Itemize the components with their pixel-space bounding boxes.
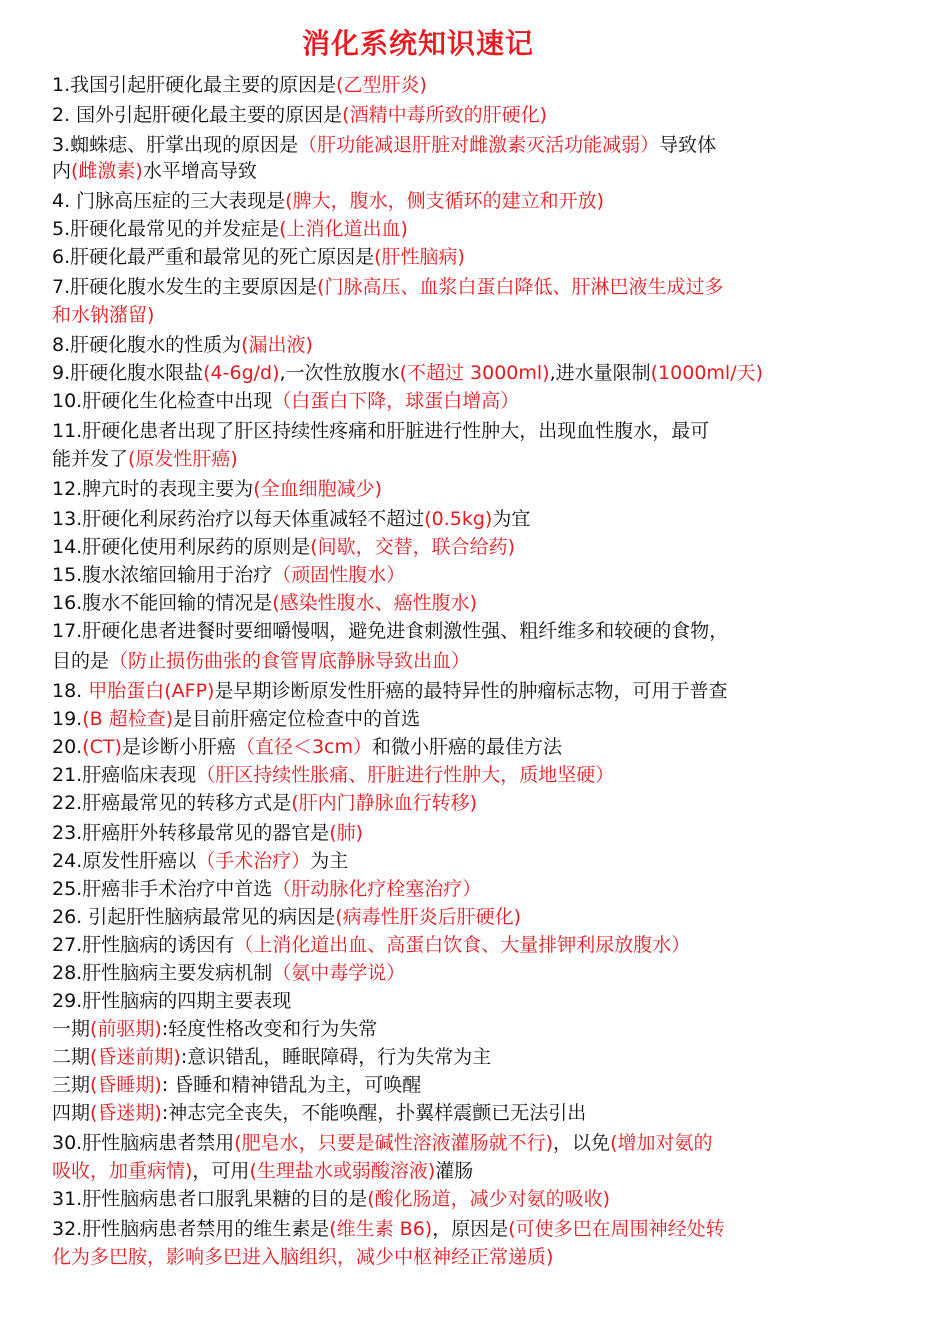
question-text: ,一次性放腹水 xyxy=(279,362,400,384)
question-text: 能并发了 xyxy=(52,448,129,470)
answer-text: (生理盐水或弱酸溶液) xyxy=(249,1160,436,1182)
question-text: 9.肝硬化腹水限盐 xyxy=(52,362,204,384)
note-line xyxy=(52,506,832,532)
answer-text: (感染性腹水、癌性腹水) xyxy=(272,592,478,614)
question-text: : 昏睡和精神错乱为主，可唤醒 xyxy=(161,1074,422,1096)
question-text: 32.肝性脑病患者禁用的维生素是 xyxy=(52,1218,330,1240)
note-line xyxy=(52,534,832,560)
answer-text: (B 超检查) xyxy=(82,708,174,730)
question-text: 一期 xyxy=(52,1018,91,1040)
question-text: 水平增高导致 xyxy=(142,160,257,182)
question-text: :神志完全丧失，不能唤醒，扑翼样震颤已无法引出 xyxy=(161,1102,587,1124)
question-text: 二期 xyxy=(52,1046,91,1068)
question-text: ，原因是 xyxy=(432,1218,509,1240)
answer-text: (昏睡期) xyxy=(90,1074,162,1096)
question-text: 4. 门脉高压症的三大表现是 xyxy=(52,190,286,212)
answer-text: (可使多巴在周围神经处转 xyxy=(508,1218,725,1240)
question-text: 13.肝硬化利尿药治疗以每天体重减轻不超过 xyxy=(52,508,425,530)
note-line xyxy=(52,1244,832,1270)
answer-text: (肥皂水，只要是碱性溶液灌肠就不行) xyxy=(234,1132,554,1154)
answer-text: (不超过 3000ml) xyxy=(399,362,550,384)
answer-text: (脾大，腹水，侧支循环的建立和开放) xyxy=(285,190,604,212)
note-line xyxy=(52,734,832,760)
question-text: 8.肝硬化腹水的性质为 xyxy=(52,334,242,356)
question-text: ，可用 xyxy=(192,1160,250,1182)
note-line xyxy=(52,1016,832,1042)
note-line xyxy=(52,848,832,874)
question-text: ，以免 xyxy=(553,1132,611,1154)
question-text: 1.我国引起肝硬化最主要的原因是 xyxy=(52,74,337,96)
answer-text: （防止损伤曲张的食管胃底静脉导致出血） xyxy=(109,650,471,672)
question-text: 11.肝硬化患者出现了肝区持续性疼痛和肝脏进行性肿大，出现血性腹水，最可 xyxy=(52,420,710,442)
question-text: 25.肝癌非手术治疗中首选 xyxy=(52,878,273,900)
answer-text: (间歇，交替，联合给药) xyxy=(310,536,516,558)
answer-text: (全血细胞减少) xyxy=(253,478,383,500)
note-line xyxy=(52,418,832,444)
answer-text: （氨中毒学说） xyxy=(272,962,406,984)
answer-text: (雌激素) xyxy=(71,160,143,182)
note-line xyxy=(52,216,832,242)
question-text: 内 xyxy=(52,160,72,182)
answer-text: （顽固性腹水） xyxy=(272,564,406,586)
question-text: 四期 xyxy=(52,1102,91,1124)
answer-text: (4-6g/d) xyxy=(203,362,280,384)
question-text: :轻度性格改变和行为失常 xyxy=(161,1018,378,1040)
question-text: 21.肝癌临床表现 xyxy=(52,764,197,786)
note-line xyxy=(52,1216,832,1242)
note-line xyxy=(52,1130,832,1156)
question-text: 是诊断小肝癌 xyxy=(121,736,236,758)
answer-text: (漏出液) xyxy=(241,334,313,356)
note-line xyxy=(52,904,832,930)
note-line xyxy=(52,274,832,300)
question-text: 16.腹水不能回输的情况是 xyxy=(52,592,273,614)
question-text: 12.脾亢时的表现主要为 xyxy=(52,478,254,500)
question-text: 19. xyxy=(52,708,83,730)
question-text: 5.肝硬化最常见的并发症是 xyxy=(52,218,280,240)
question-text: 是目前肝癌定位检查中的首选 xyxy=(173,708,421,730)
note-line xyxy=(52,590,832,616)
question-text: 28.肝性脑病主要发病机制 xyxy=(52,962,273,984)
note-line xyxy=(52,158,832,184)
note-line xyxy=(52,446,832,472)
note-line xyxy=(52,988,832,1014)
note-line xyxy=(52,72,832,98)
answer-text: (上消化道出血) xyxy=(279,218,408,240)
note-line xyxy=(52,678,832,704)
note-line xyxy=(52,132,832,158)
answer-text: (增加对氨的 xyxy=(610,1132,713,1154)
question-text: 为宜 xyxy=(492,508,531,530)
note-line xyxy=(52,188,832,214)
question-text: 导致体 xyxy=(659,134,717,156)
question-text: 2. 国外引起肝硬化最主要的原因是 xyxy=(52,104,343,126)
page-title: 消化系统知识速记 xyxy=(301,27,534,60)
note-line xyxy=(52,1072,832,1098)
question-text: 17.肝硬化患者进餐时要细嚼慢咽，避免进食刺激性强、粗纤维多和较硬的食物， xyxy=(52,620,729,642)
note-line xyxy=(52,820,832,846)
answer-text: (前驱期) xyxy=(90,1018,162,1040)
question-text: 为主 xyxy=(310,850,349,872)
question-text: :意识错乱，睡眠障碍，行为失常为主 xyxy=(180,1046,492,1068)
question-text: 15.腹水浓缩回输用于治疗 xyxy=(52,564,273,586)
note-line xyxy=(52,562,832,588)
answer-text: (CT) xyxy=(82,736,122,758)
answer-text: (肺) xyxy=(329,822,364,844)
question-text: 6.肝硬化最严重和最常见的死亡原因是 xyxy=(52,246,375,268)
question-text: 3.蜘蛛痣、肝掌出现的原因是 xyxy=(52,134,299,156)
answer-text: (病毒性肝炎后肝硬化) xyxy=(335,906,522,928)
answer-text: （直径＜3cm） xyxy=(235,736,372,758)
question-text: 目的是 xyxy=(52,650,110,672)
note-line xyxy=(52,960,832,986)
answer-text: (酸化肠道，减少对氨的吸收) xyxy=(367,1188,611,1210)
answer-text: (乙型肝炎) xyxy=(336,74,427,96)
question-text: 27.肝性脑病的诱因有 xyxy=(52,934,235,956)
note-line xyxy=(52,790,832,816)
answer-text: (肝性脑病) xyxy=(374,246,465,268)
note-line xyxy=(52,360,832,386)
question-text: 20. xyxy=(52,736,83,758)
question-text: 23.肝癌肝外转移最常见的器官是 xyxy=(52,822,330,844)
note-line xyxy=(52,388,832,414)
answer-text: 吸收，加重病情) xyxy=(52,1160,193,1182)
note-line xyxy=(52,1044,832,1070)
answer-text: (昏迷期) xyxy=(90,1102,162,1124)
note-line xyxy=(52,762,832,788)
question-text: 30.肝性脑病患者禁用 xyxy=(52,1132,235,1154)
answer-text: （肝动脉化疗栓塞治疗） xyxy=(272,878,482,900)
question-text: 31.肝性脑病患者口服乳果糖的目的是 xyxy=(52,1188,368,1210)
question-text: 14.肝硬化使用利尿药的原则是 xyxy=(52,536,311,558)
note-line xyxy=(52,932,832,958)
note-line xyxy=(52,876,832,902)
answer-text: (肝内门静脉血行转移) xyxy=(291,792,478,814)
answer-text: 化为多巴胺，影响多巴进入脑组织，减少中枢神经正常递质) xyxy=(52,1246,554,1268)
note-line xyxy=(52,706,832,732)
answer-text: (1000ml/天) xyxy=(650,362,764,384)
note-line xyxy=(52,618,832,644)
question-text: 22.肝癌最常见的转移方式是 xyxy=(52,792,292,814)
note-line xyxy=(52,244,832,270)
note-line xyxy=(52,648,832,674)
answer-text: （上消化道出血、高蛋白饮食、大量排钾利尿放腹水） xyxy=(234,934,691,956)
answer-text: (原发性肝癌) xyxy=(128,448,238,470)
note-line xyxy=(52,1158,832,1184)
answer-text: （手术治疗） xyxy=(196,850,311,872)
answer-text: 甲胎蛋白(AFP) xyxy=(88,680,215,702)
note-line xyxy=(52,1186,832,1212)
answer-text: （肝功能减退肝脏对雌激素灭活功能减弱） xyxy=(298,134,660,156)
question-text: 是早期诊断原发性肝癌的最特异性的肿瘤标志物，可用于普查 xyxy=(214,680,728,702)
answer-text: (0.5kg) xyxy=(424,508,493,530)
question-text: 29.肝性脑病的四期主要表现 xyxy=(52,990,292,1012)
answer-text: （肝区持续性胀痛、肝脏进行性肿大，质地坚硬） xyxy=(196,764,615,786)
question-text: 7.肝硬化腹水发生的主要原因是 xyxy=(52,276,318,298)
answer-text: （白蛋白下降，球蛋白增高） xyxy=(272,390,520,412)
answer-text: (酒精中毒所致的肝硬化) xyxy=(342,104,547,126)
note-line xyxy=(52,332,832,358)
question-text: 26. 引起肝性脑病最常见的病因是 xyxy=(52,906,336,928)
answer-text: (昏迷前期) xyxy=(90,1046,181,1068)
answer-text: 和水钠潴留) xyxy=(52,304,155,326)
question-text: 24.原发性肝癌以 xyxy=(52,850,197,872)
note-line xyxy=(52,102,832,128)
question-text: ,进水量限制 xyxy=(549,362,651,384)
answer-text: (维生素 B6) xyxy=(329,1218,433,1240)
question-text: 和微小肝癌的最佳方法 xyxy=(371,736,562,758)
question-text: 灌肠 xyxy=(435,1160,474,1182)
answer-text: (门脉高压、血浆白蛋白降低、肝淋巴液生成过多 xyxy=(317,276,724,298)
note-line xyxy=(52,476,832,502)
note-line xyxy=(52,302,832,328)
question-text: 三期 xyxy=(52,1074,91,1096)
question-text: 10.肝硬化生化检查中出现 xyxy=(52,390,273,412)
question-text: 18. xyxy=(52,680,89,702)
note-line xyxy=(52,1100,832,1126)
